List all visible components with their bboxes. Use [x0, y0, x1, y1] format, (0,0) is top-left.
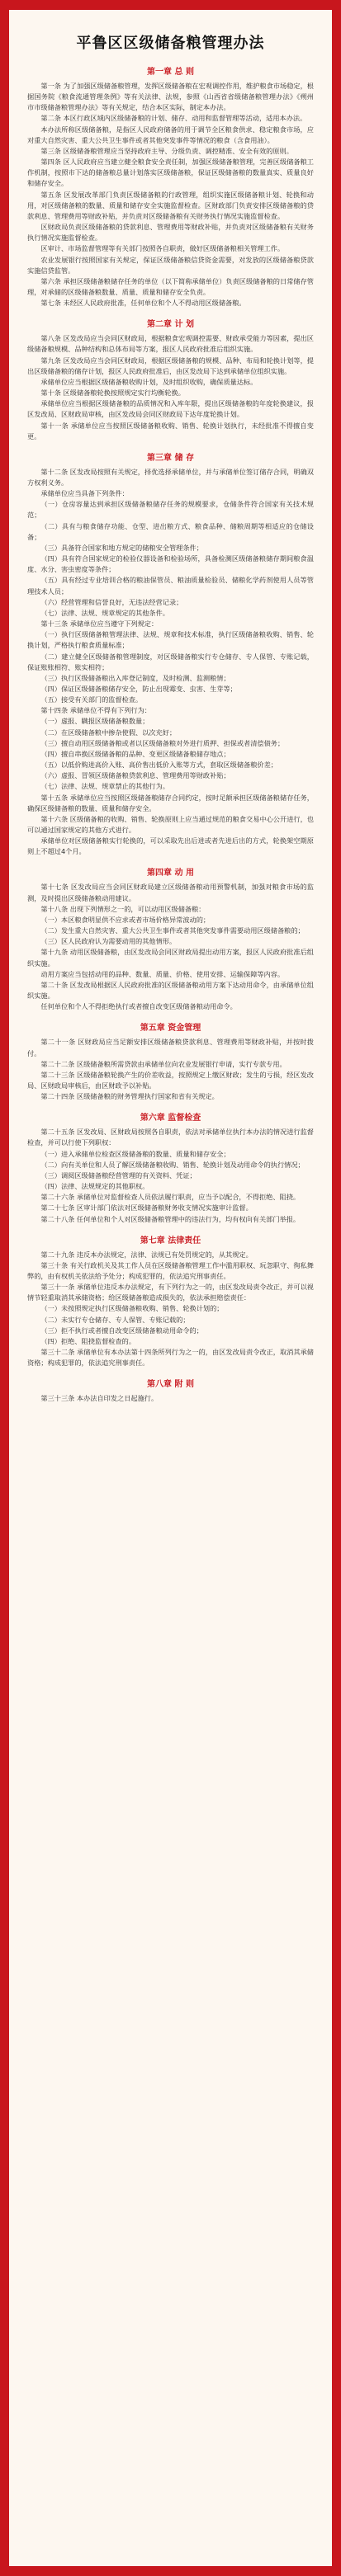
paragraph: 第二十七条 区审计部门依法对区级储备粮财务收支情况实施审计监督。	[40, 1203, 253, 1213]
paragraph: 第十五条 承储单位应当按照区级储备粮储存合同约定，按时足额承担区级储备粮储存任务，确保区级储备粮的数量、质量和储存安全。	[27, 793, 314, 812]
chapter-heading: 第三章 储 存	[147, 453, 194, 463]
paragraph: （四）法律、法规规定的其他职权。	[40, 1182, 149, 1191]
paragraph: 第十四条 承储单位不得有下列行为：	[40, 706, 151, 715]
chapter-heading: 第六章 监督检查	[140, 1114, 201, 1123]
paragraph: 第七条 未经区人民政府批准，任何单位和个人不得动用区级储备粮。	[40, 299, 246, 308]
paragraph: （二）具有与粮食储存功能、仓型、进出粮方式、粮食品种、储粮周期等相适应的仓储设备；	[27, 521, 314, 541]
paragraph: （二）在区级储备粮中掺杂使假、以次充好；	[40, 728, 177, 737]
paragraph: （一）仓房容量达到承担区级储备粮储存任务的规模要求，仓储条件符合国家有关技术规范；	[27, 500, 314, 520]
paragraph: 第二条 本区行政区域内区级储备粮的计划、储存、动用和监督管理等活动，适用本办法。	[40, 114, 307, 123]
paragraph: （五）接受有关部门的监督检查。	[40, 695, 143, 704]
paragraph: 第十三条 承储单位应当遵守下列规定：	[40, 619, 159, 629]
paragraph: 第九条 区发改局应当会同区财政局，根据区级储备粮的规模、品种、布局和轮换计划等，提出区级储备粮的储存计划，报区人民政府批准后，由区发改局下达到承储单位组织实施。	[27, 356, 314, 375]
paragraph: 第一条 为了加强区级储备粮管理，发挥区级储备粮在宏观调控作用，维护粮食市场稳定，根据国务院《粮食流通管理条例》等有关法律、法规，参照《山西省省级储备粮管理办法》《朔州市市级储备粮管理办法》等有关规定，结合本区实际，制定本办法。	[27, 82, 314, 112]
paragraph: 第二十六条 承储单位对监督检查人员依法履行职责，应当予以配合，不得拒绝、阻挠。	[40, 1193, 301, 1202]
chapter-section	[27, 317, 314, 442]
paragraph: （五）以低价购进高价入账、高价售出低价入账等方式，套取区级储备粮价差；	[40, 761, 277, 770]
paragraph: 第二十条 区发改局根据区人民政府批准的区级储备粮动用方案下达动用命令，由承储单位组织实施。	[27, 980, 314, 1001]
paragraph: （二）未实行专仓储存、专人保管、专账记载的；	[40, 1315, 190, 1324]
paragraph: 第二十二条 区级储备粮所需贷款由承储单位向农业发展银行申请，实行专款专用。	[40, 1059, 287, 1068]
paragraph: 承储单位对区级储备粮实行轮换的，可以采取先出后进或者先进后出的方式，轮换架空期原则上不超过4个月。	[27, 836, 314, 856]
paragraph: 第十一条 承储单位应当按照区级储备粮收购、销售、轮换计划执行，未经批准不得擅自变更。	[27, 421, 314, 440]
chapter-section	[27, 865, 314, 1012]
chapter-section	[27, 64, 314, 308]
chapter-section	[27, 1110, 314, 1224]
paragraph: （三）区人民政府认为需要动用的其他情形。	[40, 937, 177, 946]
paragraph: 第五条 区发展改革部门负责区级储备粮的行政管理，组织实施区级储备粮计划、轮换和动用，对区级储备粮的数量、质量和储存安全实施监督检查。区财政部门负责安排区级储备粮的贷款利息、管理费用等财政补贴，并负责对区级储备粮有关财务执行情况实施监督检查。	[27, 190, 314, 220]
document-body	[27, 64, 314, 1405]
paragraph: 第六条 承担区级储备粮储存任务的单位（以下简称承储单位）负责区级储备粮的日常储存管理，对承储的区级储备粮数量、质量、质量和储存安全负责。	[27, 276, 314, 296]
paragraph: （二）发生重大自然灾害、重大公共卫生事件或者其他突发事件需要动用区级储备粮的；	[40, 926, 305, 935]
paragraph: （一）执行区级储备粮管理法律、法规、规章和技术标准，执行区级储备粮收购、销售、轮换计划，严格执行粮食质量标准；	[27, 630, 314, 650]
paragraph: 第四条 区人民政府应当建立健全粮食安全责任制，加强区级储备粮管理，完善区级储备粮工作机制，按照市下达的储备粮总量计划落实区级储备粮，保证区级储备粮的数量真实、质量良好和储存安全。	[27, 158, 314, 188]
paragraph: 第二十八条 任何单位和个人对区级储备粮管理中的违法行为，均有权向有关部门举报。	[40, 1214, 301, 1223]
paragraph: 承储单位应当根据区级储备粮的品质情况和入库年限，提出区级储备粮的年度轮换建议，报区发改局、区财政局审核，由区发改局会同区财政局下达年度轮换计划。	[27, 399, 314, 419]
paragraph: 区财政局负责区级储备粮的贷款利息、管理费用等财政补贴，并负责对区级储备粮有关财务执行情况实施监督检查。	[27, 223, 314, 243]
paragraph: （一）进入承储单位检查区级储备粮的数量、质量和储存安全；	[40, 1149, 230, 1158]
paragraph: 第二十四条 区级储备粮的财务管理执行国家和省有关规定。	[40, 1092, 219, 1101]
chapter-heading: 第七章 法律责任	[140, 1236, 201, 1246]
paragraph: 第十六条 区级储备粮的收购、销售、轮换原则上应当通过规范的粮食交易中心公开进行，也可以通过国家规定的其他方式进行。	[27, 814, 314, 834]
chapter-section	[27, 450, 314, 858]
paragraph: 农业发展银行按照国家有关规定，保证区级储备粮信贷资金需要，对发放的区级储备粮贷款实施信贷监管。	[27, 255, 314, 275]
paragraph: 第十九条 动用区级储备粮，由区发改局会同区财政局提出动用方案，报区人民政府批准后组织实施。	[27, 948, 314, 968]
paragraph: （六）虚报、冒领区级储备粮贷款利息、管理费用等财政补贴；	[40, 771, 230, 780]
paragraph: 第二十三条 区级储备粮轮换产生的价差收益，按照规定上缴区财政；发生的亏损，经区发改局、区财政局审核后，由区财政予以补贴。	[27, 1070, 314, 1090]
chapter-section	[27, 1377, 314, 1404]
paragraph: （二）建立健全区级储备粮管理制度，对区级储备粮实行专仓储存、专人保管、专账记载，保证账账相符、账实相符；	[27, 652, 314, 671]
paragraph: 本办法所称区级储备粮，是指区人民政府储备的用于调节全区粮食供求、稳定粮食市场，应对重大自然灾害、重大公共卫生事件或者其他突发事件等情况的粮食（含食用油）。	[27, 125, 314, 144]
paragraph: 承储单位应当根据区级储备粮收购计划，及时组织收购，确保质量达标。	[40, 377, 258, 386]
chapter-heading: 第四章 动 用	[147, 869, 194, 878]
chapter-heading: 第八章 附 则	[147, 1380, 194, 1390]
paragraph: 第三十条 有关行政机关及其工作人员在区级储备粮管理工作中滥用职权、玩忽职守、徇私舞弊的，由有权机关依法给予处分；构成犯罪的，依法追究刑事责任。	[27, 1260, 314, 1280]
paragraph: 第三十一条 承储单位违反本办法规定，有下列行为之一的，由区发改局责令改正，并可以视情节轻重取消其承储资格；给区级储备粮造成损失的，依法承担赔偿责任：	[27, 1283, 314, 1302]
paragraph: 第三十二条 承储单位有本办法第十四条所列行为之一的，由区发改局责令改正，取消其承储资格；构成犯罪的，依法追究刑事责任。	[27, 1348, 314, 1368]
paragraph: 第三条 区级储备粮管理应当坚持政府主导、分级负责、调控精准、安全有效的原则。	[40, 146, 293, 155]
chapter-heading: 第二章 计 划	[147, 320, 194, 330]
paragraph: （三）执行区级储备粮出入库登记制度，及时检测、监测粮情；	[40, 673, 230, 682]
paragraph: 第十二条 区发改局按照有关规定，择优选择承储单位，并与承储单位签订储存合同，明确双方权利义务。	[27, 467, 314, 487]
chapter-section	[27, 1020, 314, 1102]
paragraph: （四）保证区级储备粮储存安全，防止出现霉变、虫害、生芽等；	[40, 684, 237, 693]
document-panel	[9, 10, 332, 2566]
paragraph: 第十八条 出现下列情形之一的，可以动用区级储备粮：	[40, 904, 206, 913]
paragraph: 第二十九条 违反本办法规定，法律、法规已有处罚规定的，从其规定。	[40, 1250, 253, 1259]
chapter-heading: 第一章 总 则	[147, 68, 194, 77]
paragraph: 第二十一条 区财政局应当足额安排区级储备粮贷款利息、管理费用等财政补贴，并按时拨付。	[27, 1038, 314, 1057]
paragraph: （五）具有经过专业培训合格的粮油保管员、粮油质量检验员、储粮化学药剂使用人员等管理技术人员；	[27, 576, 314, 596]
paragraph: 第二十五条 区发改局、区财政局按照各自职责，依法对承储单位执行本办法的情况进行监督检查，并可以行使下列职权：	[27, 1128, 314, 1147]
paragraph: （一）本区粮食明显供不应求或者市场价格异常波动的；	[40, 915, 211, 924]
paragraph: （一）未按照规定执行区级储备粮收购、销售、轮换计划的；	[40, 1304, 224, 1313]
paragraph: （七）法律、法规、规章规定的其他条件。	[40, 608, 169, 617]
paragraph: （三）擅自动用区级储备粮或者以区级储备粮对外进行质押、担保或者清偿债务；	[40, 738, 285, 747]
paragraph: （三）调阅区级储备粮经营管理的有关资料、凭证；	[40, 1170, 197, 1180]
paragraph: 第十条 区级储备粮轮换按照规定实行均衡轮换。	[40, 389, 185, 398]
paragraph: 区审计、市场监督管理等有关部门按照各自职责，做好区级储备粮相关管理工作。	[40, 244, 285, 253]
paragraph: （七）法律、法规、规章禁止的其他行为。	[40, 782, 169, 791]
paragraph: （一）虚报、瞒报区级储备粮数量；	[40, 717, 149, 726]
paragraph: 承储单位应当具备下列条件：	[40, 489, 129, 498]
paragraph: （四）具有符合国家规定的检验仪器设备和检验场所，具备检测区级储备粮储存期间粮食温度、水分、害虫密度等条件；	[27, 554, 314, 574]
chapter-heading: 第五章 资金管理	[140, 1024, 201, 1034]
paragraph: 动用方案应当包括动用的品种、数量、质量、价格、使用安排、运输保障等内容。	[40, 969, 285, 978]
paragraph: 第三十三条 本办法自印发之日起施行。	[40, 1394, 159, 1403]
paragraph: （六）经营管理和信誉良好，无违法经营记录；	[40, 597, 183, 606]
chapter-section	[27, 1233, 314, 1369]
paragraph: 第十七条 区发改局应当会同区财政局建立区级储备粮动用预警机制，加强对粮食市场的监测，及时提出区级储备粮动用建议。	[27, 883, 314, 902]
paragraph: （三）具备符合国家和地方规定的储粮安全管理条件；	[40, 543, 203, 552]
paragraph: （四）拒绝、阻挠监督检查的。	[40, 1336, 136, 1345]
paragraph: 任何单位和个人不得拒绝执行或者擅自改变区级储备粮动用命令。	[40, 1002, 237, 1011]
paragraph: （二）向有关单位和人员了解区级储备粮收购、销售、轮换计划及动用命令的执行情况；	[40, 1160, 305, 1169]
document-title: 平鲁区区级储备粮管理办法	[76, 35, 265, 52]
paragraph: （三）拒不执行或者擅自改变区级储备粮动用命令的；	[40, 1326, 203, 1335]
paragraph: 第八条 区发改局应当会同区财政局，根据粮食宏观调控需要、财政承受能力等因素，提出区级储备粮规模、品种结构和总体布局等方案，报区人民政府批准后组织实施。	[27, 334, 314, 354]
paragraph: （四）擅自串换区级储备粮的品种、变更区级储备粮储存地点；	[40, 749, 230, 758]
